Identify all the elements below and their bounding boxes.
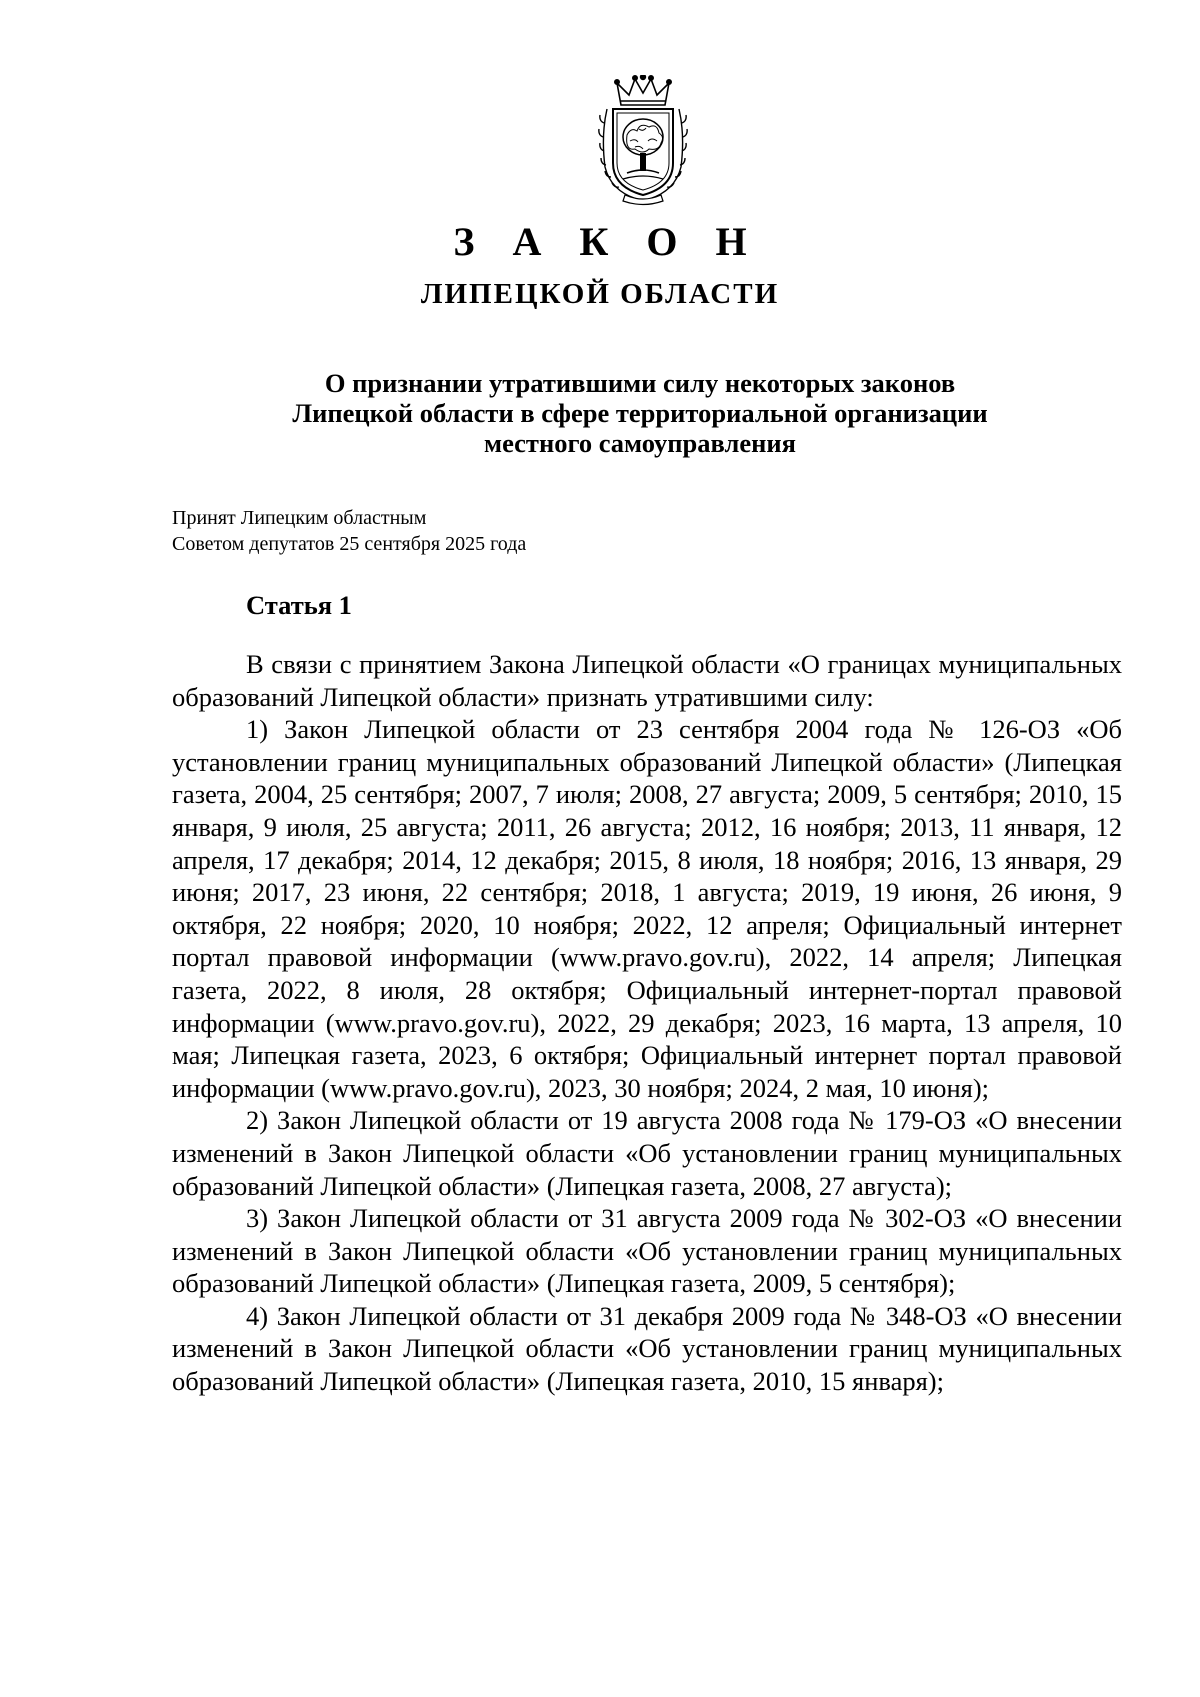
law-subject-line: Липецкой области в сфере территориальной организации — [292, 398, 988, 428]
law-subject-line: местного самоуправления — [484, 428, 796, 458]
adoption-note-line: Принят Липецким областным — [172, 507, 427, 529]
adoption-note-line: Советом депутатов 25 сентября 2025 года — [172, 533, 527, 555]
adoption-note — [172, 505, 526, 557]
ribbon-icon — [623, 195, 663, 205]
law-subject-line: О признании утратившими силу некоторых законов — [324, 368, 956, 398]
law-subject — [200, 368, 1080, 458]
article-paragraph: 1) Закон Липецкой области от 23 сентября 2004 года № 126-ОЗ «Об установлении границ муниципальных образований Липецкой области» (Липецкая газета, 2004, 25 сентября; 2007, 7 июля; 2008, 27 августа; 2009, 5 сентября; 2010, 15 января, 9 июля, 25 августа; 2011, 26 августа; 2012, 16 ноября; 2013, 11 января, 12 апреля, 17 декабря; 2014, 12 декабря; 2015, 8 июля, 18 ноября; 2016, 13 января, 29 июня; 2017, 23 июня, 22 сентября; 2018, 1 августа; 2019, 19 июня, 26 июня, 9 октября, 22 ноября; 2020, 10 ноября; 2022, 12 апреля; Официальный интернет портал правовой информации (www.pravo.gov.ru), 2022, 14 апреля; Липецкая газета, 2022, 8 июля, 28 октября; Официальный интернет-портал правовой информации (www.pravo.gov.ru), 2022, 29 декабря; 2023, 16 марта, 13 апреля, 10 мая; Липецкая газета, 2023, 6 октября; Официальный интернет портал правовой информации (www.pravo.gov.ru), 2023, 30 ноября; 2024, 2 мая, 10 июня); — [172, 714, 1122, 1103]
crown-icon — [615, 75, 671, 105]
article-body — [172, 648, 1122, 1398]
law-region: ЛИПЕЦКОЙ ОБЛАСТИ — [420, 278, 780, 310]
coat-of-arms-emblem — [597, 75, 689, 207]
law-title: З А К О Н — [453, 219, 761, 264]
article-heading: Статья 1 — [246, 590, 352, 620]
article-paragraph: 4) Закон Липецкой области от 31 декабря 2009 года № 348-ОЗ «О внесении изменений в Закон Липецкой области «Об установлении границ муниципальных образований Липецкой области» (Липецкая газета, 2010, 15 января); — [172, 1300, 1122, 1397]
article-paragraph: В связи с принятием Закона Липецкой области «О границах муниципальных образований Липецкой области» признать утратившими силу: — [172, 649, 1122, 712]
article-paragraph: 2) Закон Липецкой области от 19 августа 2008 года № 179-ОЗ «О внесении изменений в Закон Липецкой области «Об установлении границ муниципальных образований Липецкой области» (Липецкая газета, 2008, 27 августа); — [172, 1105, 1122, 1201]
article-paragraph: 3) Закон Липецкой области от 31 августа 2009 года № 302-ОЗ «О внесении изменений в Закон Липецкой области «Об установлении границ муниципальных образований Липецкой области» (Липецкая газета, 2009, 5 сентября); — [172, 1203, 1122, 1299]
